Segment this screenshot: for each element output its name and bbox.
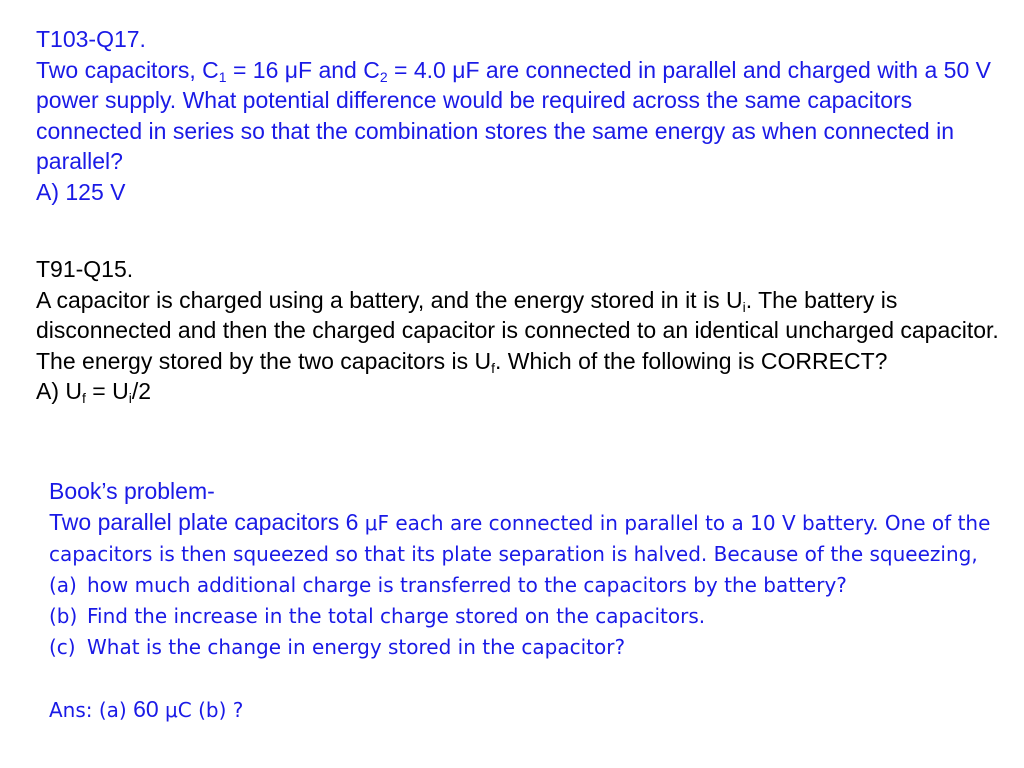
subscript: 2 xyxy=(379,68,388,85)
question-answer xyxy=(36,376,1006,407)
question-t103-q17 xyxy=(36,24,1006,207)
sub-question-b xyxy=(49,601,1009,632)
book-answer xyxy=(49,694,1009,726)
book-problem-heading: Book’s problem- xyxy=(49,478,215,504)
book-problem xyxy=(49,476,1009,725)
question-text-part: . Which of the following is CORRECT? xyxy=(495,347,888,374)
answer-part: A) U xyxy=(36,378,82,404)
subscript: f xyxy=(82,390,86,406)
question-text-part: A capacitor is charged using a battery, and the energy stored in it is U xyxy=(36,286,743,313)
answer-part: = U xyxy=(85,378,129,404)
subscript: i xyxy=(742,298,746,315)
list-marker: (a) xyxy=(49,572,77,597)
answer-part: μC (b) ? xyxy=(158,697,244,722)
question-id: T91-Q15. xyxy=(36,256,134,282)
intro-part: μF each are connected in parallel to a 10 V battery. One of the capacitors is then squeezed so that its plate separation is halved. Because of the squeezing, xyxy=(49,510,991,566)
answer-part: /2 xyxy=(131,378,152,404)
answer-part: Ans: (a) xyxy=(49,697,134,722)
sub-question-text: Find the increase in the total charge stored on the capacitors. xyxy=(87,603,706,628)
subscript: 1 xyxy=(218,68,227,85)
list-marker: (b) xyxy=(49,603,78,628)
question-text xyxy=(36,285,1006,377)
book-problem-intro xyxy=(49,507,1009,570)
question-t91-q15 xyxy=(36,254,1006,407)
question-text-part: Two capacitors, C xyxy=(36,56,219,83)
spacer xyxy=(49,663,1009,694)
sub-question-text: how much additional charge is transferred to the capacitors by the battery? xyxy=(87,572,847,597)
sub-question-a xyxy=(49,570,1009,601)
intro-part: Two parallel plate capacitors 6 xyxy=(49,508,365,535)
list-marker: (c) xyxy=(49,634,76,659)
subscript: i xyxy=(128,390,132,406)
sub-question-text: What is the change in energy stored in the capacitor? xyxy=(87,634,626,659)
question-text xyxy=(36,55,1006,177)
question-answer: A) 125 V xyxy=(36,178,126,205)
sub-question-c xyxy=(49,632,1009,663)
question-text-part: . The battery is disconnected and then the charged capacitor is connected to an identical uncharged capacitor. The energy stored by the two capacitors is U xyxy=(36,286,999,374)
question-id: T103-Q17. xyxy=(36,26,146,52)
question-text-part: = 4.0 μF are connected in parallel and charged with a 50 V power supply. What potential difference would be required across the same capacitors connected in series so that the combination stores the same energy as when connected in parallel? xyxy=(36,56,991,174)
answer-value: 60 xyxy=(133,695,159,722)
subscript: f xyxy=(491,359,495,376)
question-text-part: = 16 μF and C xyxy=(226,56,380,83)
